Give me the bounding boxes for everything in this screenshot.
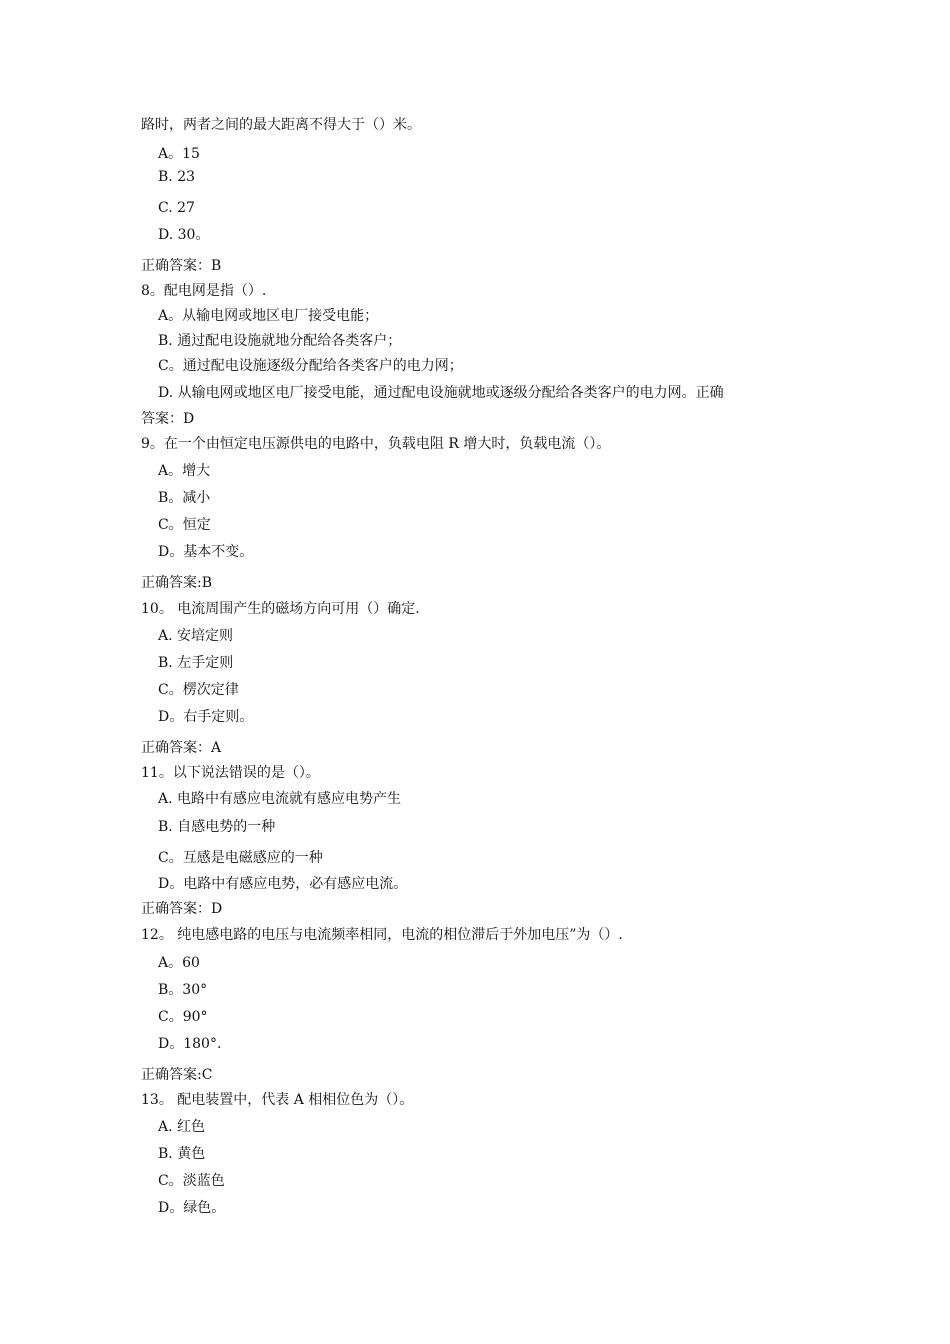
- option-text: D。绿色。: [158, 1200, 226, 1216]
- answer-text: 正确答案：A: [141, 740, 222, 756]
- option-text: A. 电路中有感应电流就有感应电势产生: [158, 791, 402, 807]
- answer-text: 正确答案：B: [141, 258, 222, 274]
- answer-text: 正确答案:B: [141, 575, 213, 591]
- option-text: B。减小: [158, 490, 211, 506]
- option-text: D. 从输电网或地区电厂接受电能，通过配电设施就地或逐级分配给各类客户的电力网。正确: [158, 385, 724, 401]
- question-text: 13。 配电装置中，代表 A 相相位色为（）。: [141, 1092, 414, 1108]
- option-text: A. 红色: [158, 1119, 206, 1135]
- answer-text: 正确答案:C: [141, 1067, 213, 1083]
- option-text: D. 30。: [158, 227, 210, 243]
- question-text: 8。配电网是指（）.: [141, 283, 267, 299]
- option-text: B. 自感电势的一种: [158, 819, 276, 835]
- option-text: D。基本不变。: [158, 544, 254, 560]
- option-text: D。右手定则。: [158, 709, 254, 725]
- option-text: D。180°.: [158, 1036, 222, 1052]
- option-text: B. 左手定则: [158, 655, 234, 671]
- option-text: C。楞次定律: [158, 682, 239, 698]
- option-text: A。60: [158, 955, 200, 971]
- question-text: 11。以下说法错误的是（）。: [141, 765, 320, 781]
- question-text: 9。在一个由恒定电压源供电的电路中，负载电阻 R 增大时，负载电流（）。: [141, 436, 611, 452]
- option-text: C。恒定: [158, 517, 211, 533]
- option-text: A。15: [158, 146, 200, 162]
- option-text: A。从输电网或地区电厂接受电能；: [158, 308, 379, 324]
- question-text: 路时，两者之间的最大距离不得大于（）米。: [141, 117, 421, 133]
- option-text: D。电路中有感应电势，必有感应电流。: [158, 876, 408, 892]
- option-text: A. 安培定则: [158, 628, 234, 644]
- option-text: C。90°: [158, 1009, 208, 1025]
- question-text: 12。 纯电感电路的电压与电流频率相同，电流的相位滞后于外加电压”为（）.: [141, 927, 623, 943]
- option-text: C。通过配电设施逐级分配给各类客户的电力网；: [158, 358, 463, 374]
- answer-text: 正确答案：D: [141, 901, 223, 917]
- option-text: B. 23: [158, 169, 196, 185]
- option-text: C。互感是电磁感应的一种: [158, 850, 323, 866]
- answer-text: 答案：D: [141, 411, 195, 427]
- option-text: B。30°: [158, 982, 208, 998]
- option-text: C. 27: [158, 200, 195, 216]
- option-text: B. 通过配电设施就地分配给各类客户；: [158, 333, 402, 349]
- question-text: 10。 电流周围产生的磁场方向可用（）确定.: [141, 601, 420, 617]
- option-text: B. 黄色: [158, 1146, 206, 1162]
- option-text: C。淡蓝色: [158, 1173, 225, 1189]
- option-text: A。增大: [158, 463, 211, 479]
